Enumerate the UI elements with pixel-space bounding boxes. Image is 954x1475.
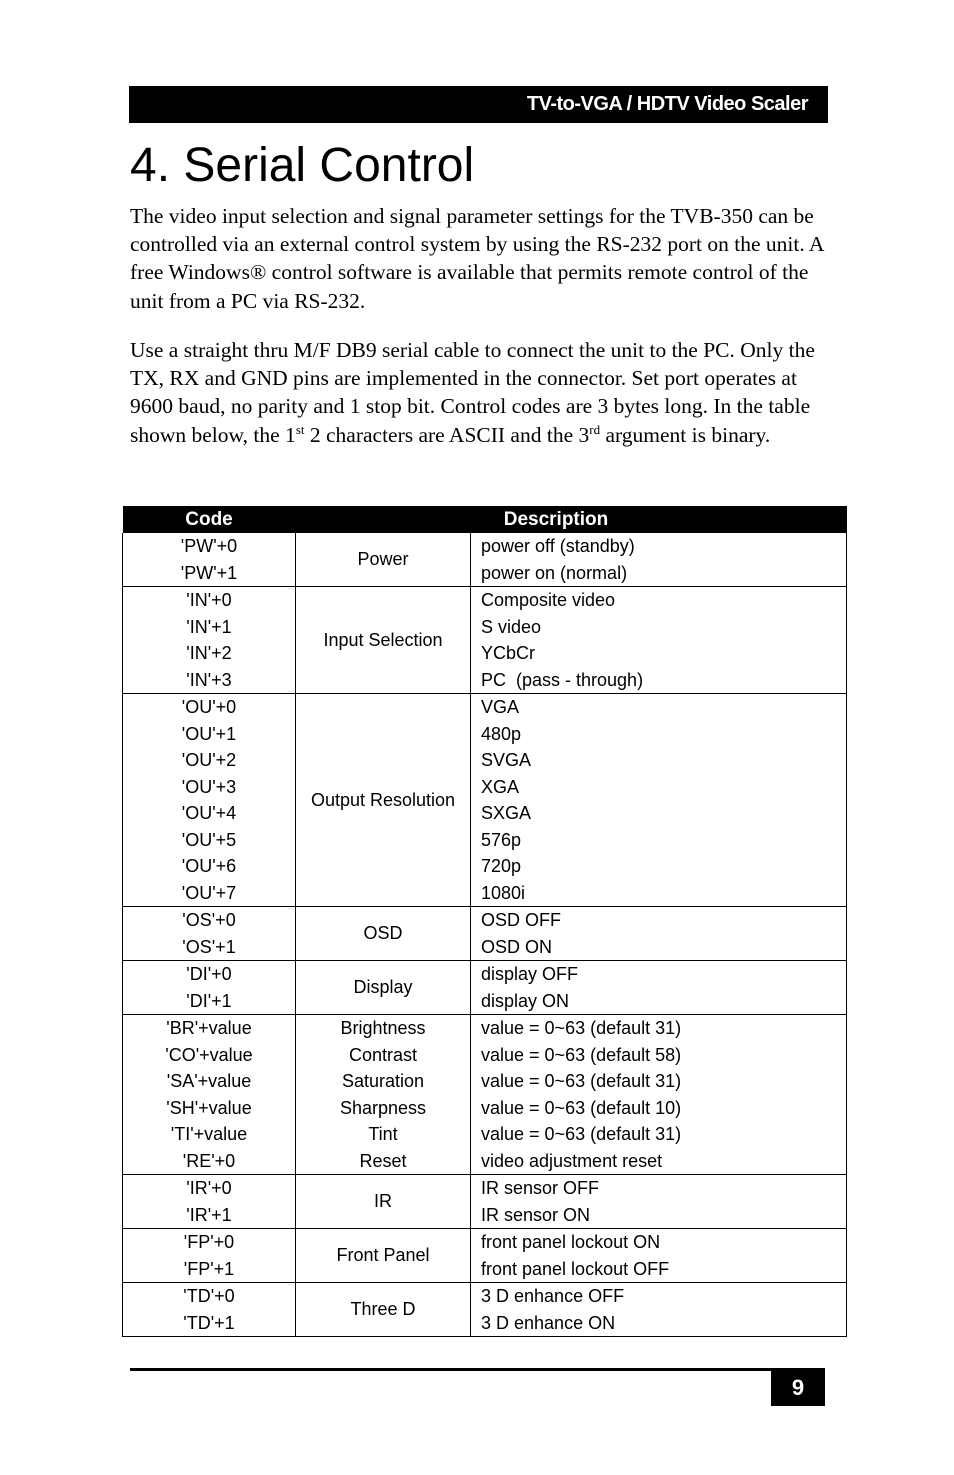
code-value: 'DI'+1 (186, 990, 232, 1011)
footer-rule (130, 1368, 825, 1371)
p2-text-b: 2 characters are ASCII and the 3 (304, 422, 590, 447)
description-value: SVGA (481, 750, 532, 770)
code-value: 'SA'+value (166, 1071, 252, 1091)
description-value: front panel lockout OFF (481, 1258, 670, 1279)
code-value: 'OU'+2 (181, 750, 237, 770)
description-cell (471, 587, 847, 694)
description-value: power off (standby) (481, 536, 635, 556)
description-cell (471, 1015, 847, 1175)
table-row (123, 587, 847, 694)
code-value: 'IR'+0 (186, 1178, 232, 1198)
function-label: Input Selection (323, 629, 443, 650)
code-value: 'TI'+value (170, 1124, 248, 1144)
function-label: Front Panel (336, 1245, 430, 1265)
description-value: display ON (481, 990, 570, 1011)
code-value: 'SH'+value (166, 1097, 252, 1118)
code-value: 'OS'+1 (182, 936, 236, 957)
code-value: 'CO'+value (165, 1044, 253, 1065)
code-value: 'PW'+1 (180, 562, 238, 583)
code-value: 'TD'+0 (183, 1286, 235, 1306)
description-value: value = 0~63 (default 58) (481, 1044, 682, 1065)
table-group (123, 587, 847, 694)
function-label: Display (353, 977, 413, 997)
page-number: 9 (791, 1375, 805, 1400)
description-value: OSD ON (481, 936, 553, 957)
code-cell (123, 533, 296, 587)
function-label: Power (357, 549, 409, 569)
function-cell (296, 907, 471, 961)
function-cell (296, 533, 471, 587)
table-row (123, 961, 847, 1015)
running-header (129, 86, 828, 123)
code-value: 'PW'+0 (180, 536, 238, 556)
intro-paragraph-1: The video input selection and signal parameter settings for the TVB-350 can be controlled via an external control system by using the RS-232 port on the unit. A free Windows® control software is available that permits remote control of the unit from a PC via RS-232. (130, 204, 824, 313)
code-value: 'BR'+value (166, 1018, 252, 1038)
code-value: 'OU'+1 (181, 723, 237, 744)
description-value: OSD OFF (481, 910, 561, 930)
description-value: power on (normal) (481, 562, 628, 583)
function-cell (296, 587, 471, 694)
table-group (123, 1175, 847, 1229)
description-cell (471, 1283, 847, 1337)
function-label: Three D (350, 1299, 416, 1319)
description-value: 720p (481, 856, 522, 876)
description-value: XGA (481, 776, 520, 797)
function-value: Sharpness (339, 1097, 427, 1118)
code-value: 'IR'+1 (186, 1204, 232, 1225)
description-value: 576p (481, 829, 522, 850)
description-value: value = 0~63 (default 31) (481, 1071, 682, 1091)
description-value: value = 0~63 (default 10) (481, 1097, 682, 1118)
p2-superscript-st: st (295, 421, 305, 437)
function-label: IR (374, 1191, 392, 1211)
code-cell (123, 694, 296, 907)
code-value: 'IN'+1 (186, 616, 232, 637)
description-value: IR sensor ON (481, 1204, 591, 1225)
table-group (123, 961, 847, 1015)
code-cell (123, 961, 296, 1015)
code-value: 'IN'+0 (186, 590, 232, 610)
description-value: display OFF (481, 964, 579, 984)
table-group (123, 907, 847, 961)
code-cell (123, 1175, 296, 1229)
page-number-box (771, 1370, 825, 1406)
section-title: 4. Serial Control (130, 139, 475, 192)
description-value: video adjustment reset (481, 1150, 663, 1171)
control-code-table (122, 506, 847, 1337)
function-value: Contrast (348, 1044, 418, 1065)
table-row (123, 1015, 847, 1175)
description-value: 1080i (481, 882, 526, 903)
function-value: Saturation (341, 1071, 425, 1091)
code-value: 'TD'+1 (183, 1312, 235, 1333)
description-value: S video (481, 616, 542, 637)
p2-text-a: Use a straight thru M/F DB9 serial cable to connect the unit to the PC. Only the TX, RX and GND pins are implemented in the connector. Set port operates at 9600 baud, no parity and 1 stop bit. Control codes are 3 bytes long. In the table shown below, the 1 (130, 338, 815, 447)
description-value: IR sensor OFF (481, 1178, 600, 1198)
description-cell (471, 1229, 847, 1283)
description-cell (471, 961, 847, 1015)
table-row (123, 1175, 847, 1229)
table-header-row (123, 506, 847, 533)
code-value: 'OU'+0 (181, 697, 237, 717)
code-value: 'OU'+6 (181, 856, 237, 876)
table-group (123, 1283, 847, 1337)
table-group (123, 533, 847, 587)
p2-text-c: argument is binary. (600, 422, 771, 447)
code-value: 'RE'+0 (182, 1150, 236, 1171)
function-cell (296, 1229, 471, 1283)
code-cell (123, 1229, 296, 1283)
function-value: Brightness (340, 1018, 426, 1038)
function-cell (296, 1175, 471, 1229)
description-cell (471, 907, 847, 961)
header-code: Code (123, 506, 296, 533)
description-value: VGA (481, 697, 520, 717)
function-cell (296, 1015, 471, 1175)
description-value: YCbCr (481, 643, 536, 663)
code-value: 'OU'+4 (181, 803, 237, 823)
description-value: 3 D enhance OFF (481, 1286, 625, 1306)
intro-paragraph-2 (130, 336, 830, 449)
description-value: SXGA (481, 803, 532, 823)
code-value: 'IN'+3 (186, 669, 232, 690)
table-group (123, 1229, 847, 1283)
description-value: value = 0~63 (default 31) (481, 1124, 682, 1144)
function-cell (296, 1283, 471, 1337)
header-description-label: Description (503, 509, 609, 530)
code-value: 'OU'+5 (181, 829, 237, 850)
description-cell (471, 533, 847, 587)
description-value: 480p (481, 723, 522, 744)
header-title: TV-to-VGA / HDTV Video Scaler (526, 93, 808, 115)
code-value: 'OU'+7 (181, 882, 237, 903)
description-value: PC (pass - through) (481, 669, 644, 690)
function-label: Output Resolution (310, 789, 456, 810)
function-cell (296, 694, 471, 907)
code-cell (123, 907, 296, 961)
description-cell (471, 694, 847, 907)
table-row (123, 694, 847, 907)
description-cell (471, 1175, 847, 1229)
function-value: Reset (359, 1150, 407, 1171)
code-cell (123, 1283, 296, 1337)
table-group (123, 694, 847, 907)
code-cell (123, 587, 296, 694)
function-label: OSD (363, 923, 403, 943)
table-row (123, 1229, 847, 1283)
code-value: 'DI'+0 (186, 964, 232, 984)
description-value: 3 D enhance ON (481, 1312, 616, 1333)
table-row (123, 907, 847, 961)
code-value: 'OU'+3 (181, 776, 237, 797)
description-value: value = 0~63 (default 31) (481, 1018, 682, 1038)
code-value: 'FP'+1 (183, 1258, 235, 1279)
function-value: Tint (368, 1124, 398, 1144)
table-row (123, 1283, 847, 1337)
table-row (123, 533, 847, 587)
function-cell (296, 961, 471, 1015)
description-value: Composite video (481, 590, 616, 610)
p2-superscript-rd: rd (589, 421, 601, 437)
header-description (296, 506, 847, 533)
code-value: 'IN'+2 (186, 643, 232, 663)
code-cell (123, 1015, 296, 1175)
table-group (123, 1015, 847, 1175)
description-value: front panel lockout ON (481, 1232, 661, 1252)
code-value: 'OS'+0 (182, 910, 236, 930)
code-value: 'FP'+0 (183, 1232, 235, 1252)
